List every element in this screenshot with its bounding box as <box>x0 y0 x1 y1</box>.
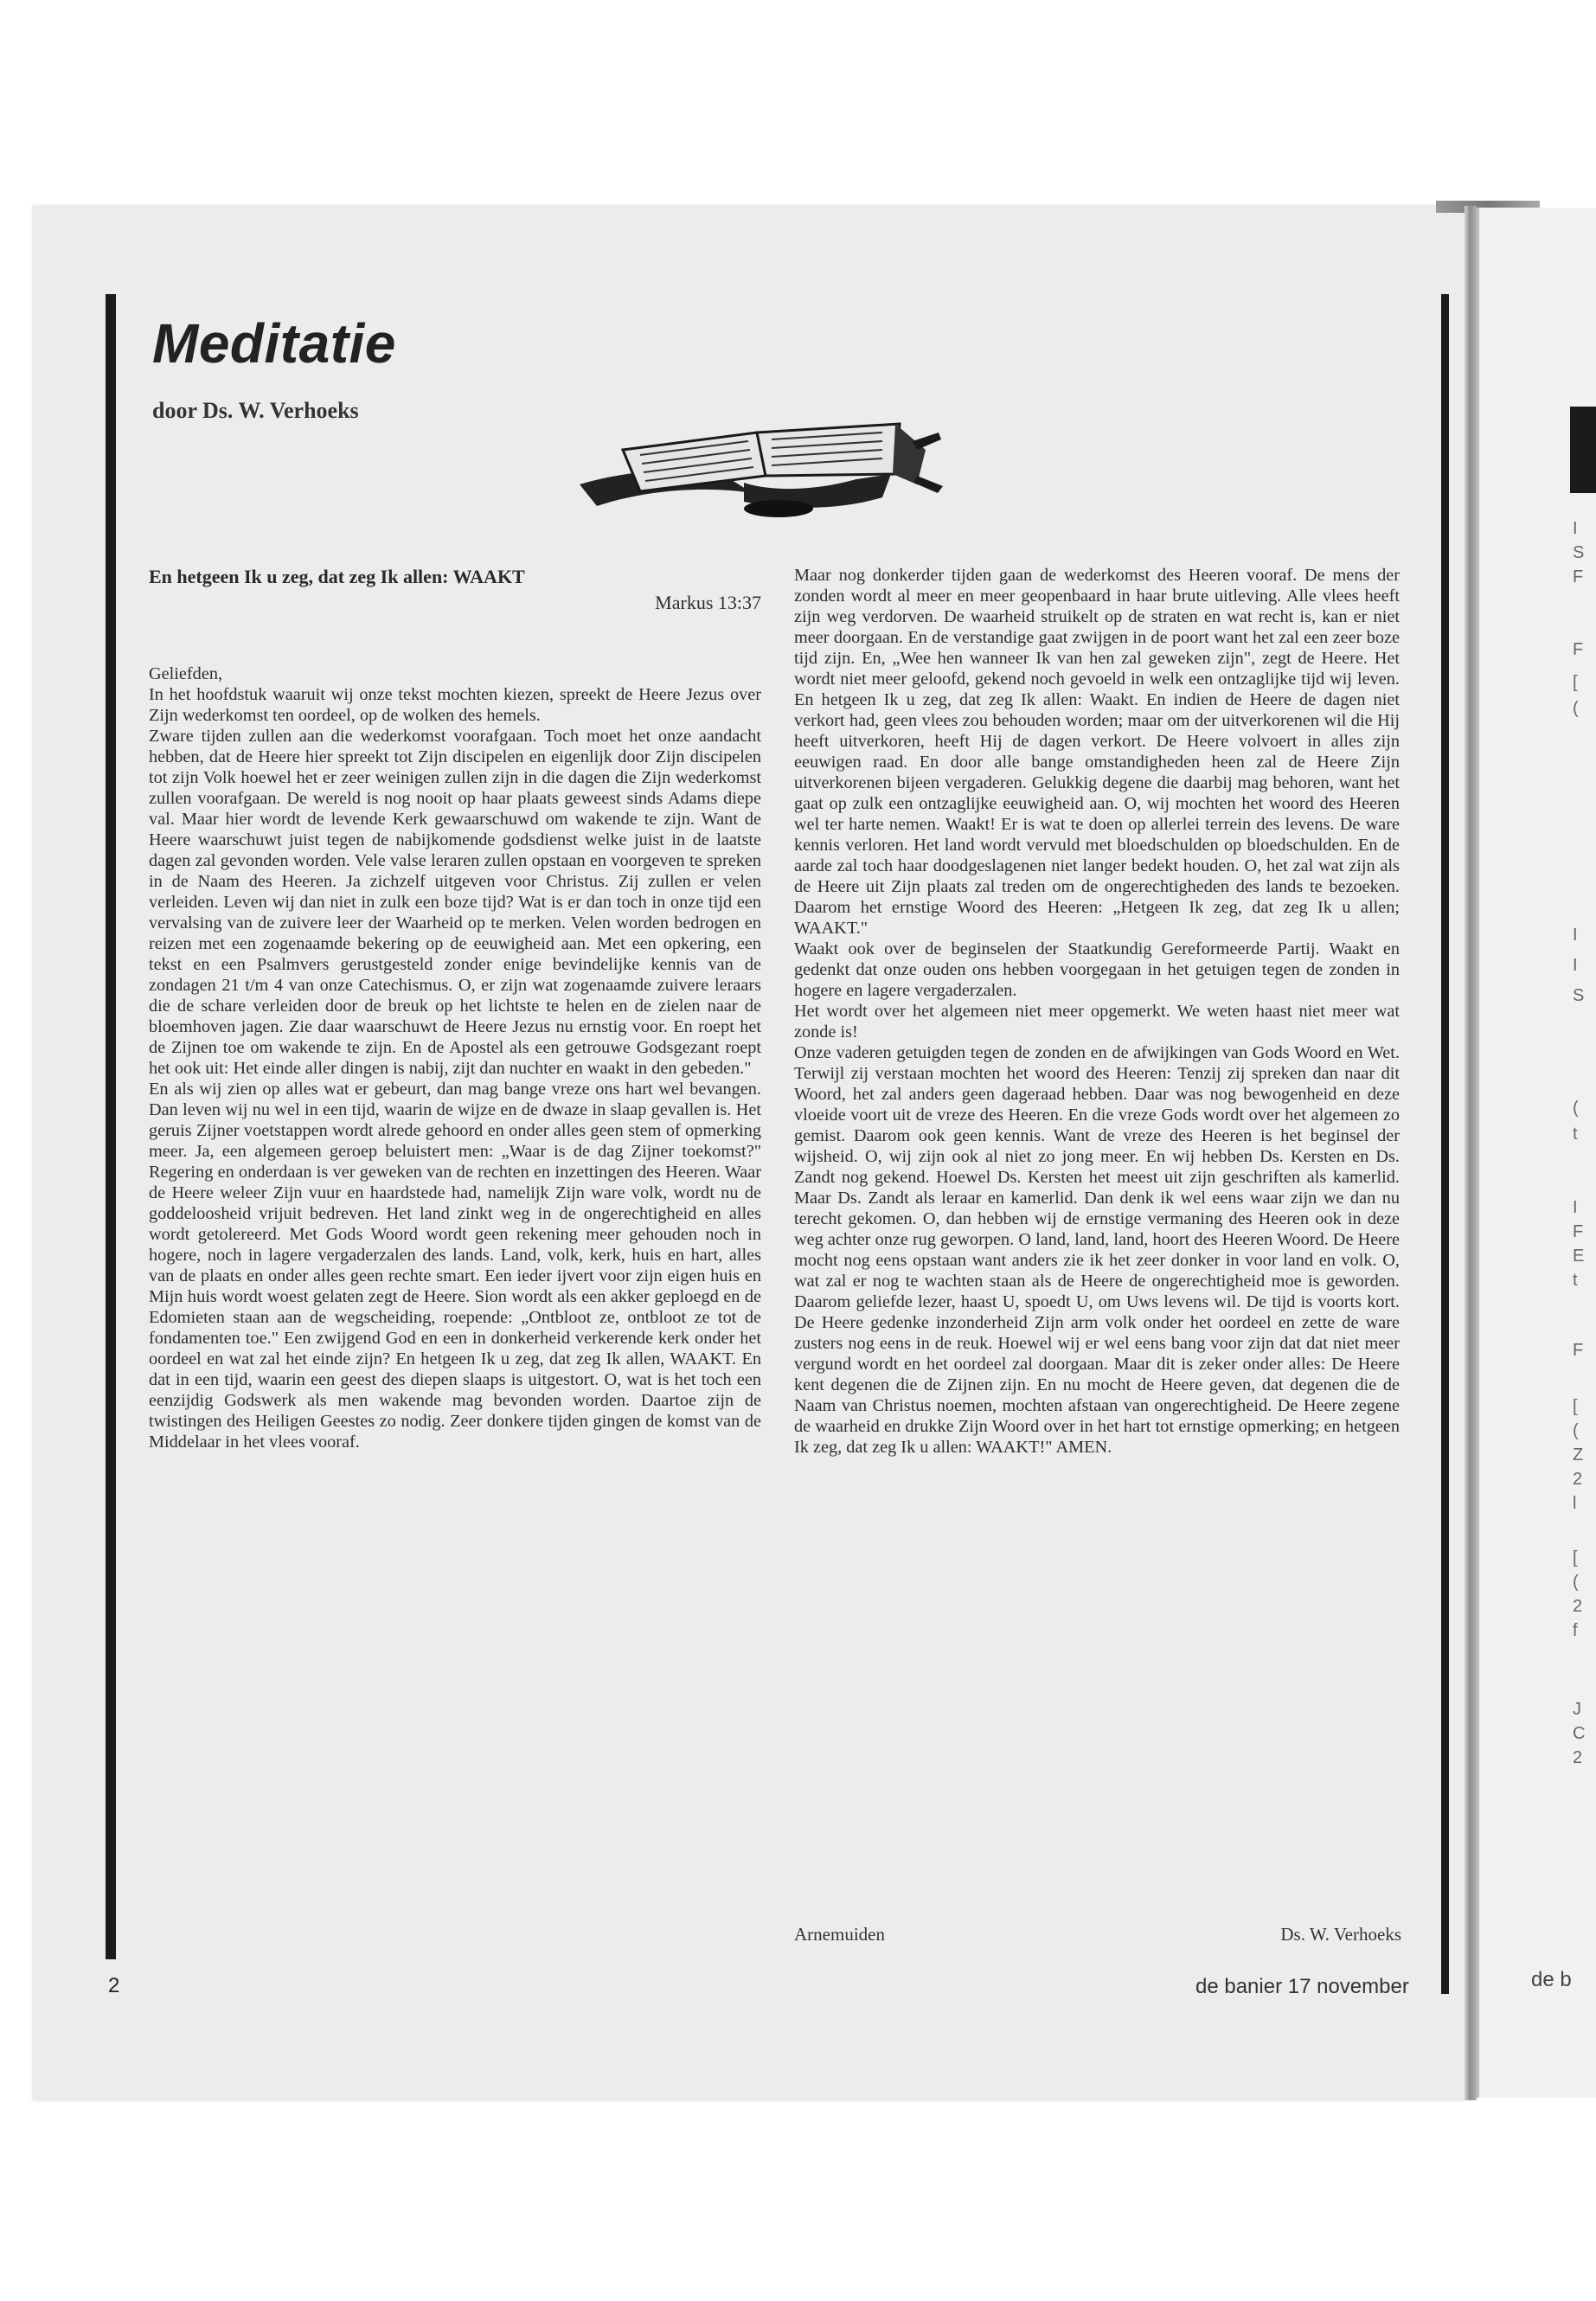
body-paragraph: In het hoofdstuk waaruit wij onze tekst mochten kiezen, spreekt de Heere Jezus over Zijn wederkomst ten oordeel, op de wolken des hemels. <box>149 685 761 725</box>
adjacent-page-fragment: F <box>1573 640 1584 659</box>
adjacent-page-footer: de b <box>1531 1968 1572 1991</box>
body-paragraph: Het wordt over het algemeen niet meer opgemerkt. We weten haast niet meer wat zonde is! <box>794 1002 1400 1042</box>
adjacent-page-fragment: l <box>1573 1494 1577 1513</box>
adjacent-page-fragment: 2 <box>1573 1597 1583 1616</box>
article-byline: door Ds. W. Verhoeks <box>152 398 359 423</box>
adjacent-page-fragment: I <box>1573 1198 1578 1217</box>
author-signature: Ds. W. Verhoeks <box>1280 1924 1401 1945</box>
body-paragraph: En als wij zien op alles wat er gebeurt, dan mag bange vreze ons hart wel bevangen. Dan leven wij nu wel in een tijd, waarin de wijze en de dwaze in slaap gevallen is. Het geruis Zijner voetstappen wordt alrede gehoord en onder alles geen stem of opmerking meer. Ja, een algemeen geroep beluistert men: „Waar is de dag Zijner toekomst?" Regering en onderdaan is ver geweken van de rechten en inzettingen des Heeren. Waar de Heere weleer Zijn vuur en haardstede had, namelijk Zijn ware volk, wordt nu de goddeloosheid vrijuit bedreven. Het land zinkt weg in de ongerechtigheid en alles wordt getolereerd. Met Gods Woord wordt geen rekening meer gehouden noch in hogere, noch in lagere vergaderzalen des lands. Land, volk, kerk, huis en hart, alles van de plaats en onder alles geen rechte smart. Een ieder ijvert voor zijn eigen huis en Mijn huis wordt woest gelaten zegt de Heere. Sion wordt als een akker geploegd en de Edomieten staan aan de wegscheiding, roepende: „Ontbloot ze, ontbloot ze tot de fondamenten toe." Een zwijgend God en een in donkerheid verkerende kerk onder het oordeel en wat zal het einde zijn? En hetgeen Ik u zeg, dat zeg Ik allen, WAAKT. En dat in een tijd, waarin een geest des diepen slaaps is uitgestort. O, wat is het toch een eenzijdig Godswerk als men wakende mag bevonden worden. Daartoe zijn de twistingen des Heiligen Geestes zo nodig. Zeer donkere tijden gingen de komst van de Middelaar in het vlees vooraf. <box>149 1080 761 1452</box>
article-title: Meditatie <box>152 312 396 375</box>
adjacent-page-fragment: ( <box>1573 1573 1579 1592</box>
adjacent-page-fragment: I <box>1573 926 1578 945</box>
adjacent-page-fragment: [ <box>1573 1548 1578 1567</box>
body-paragraph: Onze vaderen getuigden tegen de zonden en de afwijkingen van Gods Woord en Wet. Terwijl zij verstaan mochten het woord des Heeren: Tenzij zij spreken dan naar dit Woord, het zal anders geen dageraad hebben. Daar was nog bewogenheid en deze vloeide voort uit de vreze des Heeren. En die vreze Gods wordt over het algemeen zo gemist. Daarom ook geen kennis. Want de vreze des Heeren is het beginsel der wijsheid. O, wij zijn ook al niet zo jong meer. En wij hebben Ds. Kersten en Ds. Zandt nog gekend. Hoewel Ds. Kersten het meest uit zijn geschriften als kamerlid. Maar Ds. Zandt als leraar en kamerlid. Dan denk ik wel eens waar zijn we dan nu terecht gekomen. O, dan hebben wij de ernstige vermaning des Heeren ook in deze weg achter onze rug geworpen. O land, land, land, hoort des Heeren Woord. De Heere mocht nog eens opstaan want anders zie ik het zeer donker in voor land en volk. O, wat zal er nog te wachten staan als de Heere de ongerechtigheid moe is geworden. Daarom geliefde lezer, haast U, spoedt U, om Uws levens wil. De tijd is voorts kort. De Heere gedenke inzonderheid Zijn arm volk onder het oordeel en zette de ware zusters nog eens in de reuk. Hoewel wij er wel eens bang voor zijn dat dat niet meer vergund wordt en het oordeel zal doorgaan. Maar dit is zeker onder alles: De Heere kent degenen die de Zijnen zijn. En nu mocht de Heere geven, dat degenen die de Naam van Christus noemen, mochten afstaan van ongerechtigheid. De Heere zegene de waarheid en drukke Zijn Woord over in het hart tot ernstige opmerking; en hetgeen Ik zeg, dat zeg Ik u allen: WAAKT!" AMEN. <box>794 1043 1400 1457</box>
adjacent-page-fragment: t <box>1573 1271 1578 1290</box>
article-left-column <box>149 567 761 1452</box>
adjacent-page-fragment: ( <box>1573 1099 1579 1118</box>
adjacent-page-fragment: S <box>1573 986 1585 1005</box>
publication-footer: de banier 17 november <box>1195 1975 1409 1998</box>
body-paragraph: Zware tijden zullen aan die wederkomst voorafgaan. Toch moet het onze aandacht hebben, dat de Heere hier spreekt tot Zijn discipelen en eigenlijk door Zijn discipelen tot zijn Volk hoewel het er zeer weinigen zullen zijn in die dagen die Zijn wederkomst zullen voorafgaan. De wereld is nog nooit op haar plaats geweest sinds Adams diepe val. Maar hier wordt de levende Kerk gewaarschuwd om wakende te zijn. Want de Heere waarschuwt juist tegen de nabijkomende godsdienst welke juist in de laatste dagen zal gevonden worden. Vele valse leraren zullen opstaan en voorgeven te spreken in de Naam des Heeren. Ja zichzelf uitgeven voor Christus. Zij zullen er velen verleiden. Leven wij dan niet in zulk een boze tijd? Wat is er dan toch in onze tijd een vervalsing van de zuivere leer der Waarheid op te merken. Velen worden bedrogen en reizen met een zogenaamde bekering op de eeuwigheid aan. Met een opkering, een tekst en een Psalmvers gerustgesteld zonder enige bevindelijke kennis van de zondagen 21 t/m 4 van onze Catechismus. O, er zijn wat zogenaamde zuivere leraars die de schare verleiden door de breuk op het lichtste te helen en de zielen naar de bloemhoven jagen. Zie daar waarschuwt de Heere Jezus nu ernstig voor. En roept het de Zijnen toe om wakende te zijn. En de Apostel als een getrouwe Godsgezant roept het ook uit: Het einde aller dingen is nabij, zijt dan nuchter en waakt in den gebeden." <box>149 727 761 1078</box>
adjacent-page-fragment: 2 <box>1573 1470 1583 1489</box>
body-paragraph: Geliefden, <box>149 664 223 683</box>
adjacent-page-fragment: [ <box>1573 1397 1578 1416</box>
adjacent-page-fragment: J <box>1573 1700 1581 1719</box>
adjacent-page-fragment: E <box>1573 1247 1585 1266</box>
body-paragraph: Waakt ook over de beginselen der Staatkundig Gereformeerde Partij. Waakt en gedenkt dat onze ouden ons hebben voorgegaan in het getuigen tegen de zonden in hogere en lagere vergaderzalen. <box>794 939 1400 1000</box>
text-heading: En hetgeen Ik u zeg, dat zeg Ik allen: WAAKT <box>149 566 525 587</box>
adjacent-page-fragment: S <box>1573 543 1585 562</box>
adjacent-page-fragment: ( <box>1573 1421 1579 1440</box>
adjacent-page-fragment: t <box>1573 1125 1578 1144</box>
left-rule-bar <box>106 294 116 1959</box>
adjacent-page-fragment: ( <box>1573 699 1579 718</box>
adjacent-page-fragment: 2 <box>1573 1748 1583 1767</box>
binding-edge <box>1465 206 1477 2100</box>
article-right-column <box>794 565 1400 1458</box>
adjacent-page-fragment: F <box>1573 567 1584 586</box>
body-paragraph: Maar nog donkerder tijden gaan de wederkomst des Heeren vooraf. De mens der zonden wordt al meer en meer geopenbaard in haar brute uitleving. Alle vlees heeft zijn weg verdorven. De waarheid struikelt op de straten en wat recht is, kan er niet meer doorgaan. En de verstandige gaat zwijgen in de poort want het zal een zeer boze tijd zijn. En, „Wee hen wanneer Ik van hen zal geweken zijn", zegt de Heere. Het wordt niet meer geloofd, gekend noch gevoeld in welk een ontzaglijke tijd wij leven. En hetgeen Ik u zeg, dat zeg Ik allen: Waakt. En indien de Heere de dagen niet verkort had, geen vlees zou behouden worden; maar om der uitverkorenen wil die Hij heeft uitverkoren, heeft Hij de dagen verkort. De Heere volvoert in alles zijn eeuwigen raad. En door alle bange omstandigheden heen zal de Heere Zijn uitverkorenen bijeen vergaderen. Gelukkig degene die daarbij mag behoren, want het gaat op zulk een ontzaglijke eeuwigheid aan. O, wij mochten het woord des Heeren wel ter harte nemen. Waakt! Er is wat te doen op allerlei terrein des levens. De ware kennis verloren. Het land wordt vervuld met bloedschulden op bloedschulden. En de aarde zal toch haar doodgeslagenen niet langer bedekt houden. O, het zal wat zijn als de Heere uit Zijn plaats zal treden om de ongerechtigheden des lands te bezoeken. Daarom het ernstige Woord des Heeren: „Hetgeen Ik zeg, dat zeg Ik u allen; WAAKT." <box>794 566 1400 938</box>
adjacent-page-fragment: F <box>1573 1222 1584 1241</box>
right-rule-bar <box>1441 294 1449 1994</box>
place-name: Arnemuiden <box>794 1924 885 1945</box>
adjacent-page-bar <box>1570 407 1596 493</box>
adjacent-page-fragment: f <box>1573 1621 1578 1640</box>
adjacent-page-fragment: Z <box>1573 1445 1584 1465</box>
adjacent-page-fragment: I <box>1573 519 1578 538</box>
text-reference: Markus 13:37 <box>655 592 761 613</box>
page-number: 2 <box>108 1974 120 1997</box>
adjacent-page-fragment: F <box>1573 1341 1584 1360</box>
adjacent-page-fragment: [ <box>1573 673 1578 692</box>
open-bible-icon <box>571 389 952 528</box>
adjacent-page-fragment: I <box>1573 956 1578 975</box>
adjacent-page-fragment: C <box>1573 1724 1586 1743</box>
